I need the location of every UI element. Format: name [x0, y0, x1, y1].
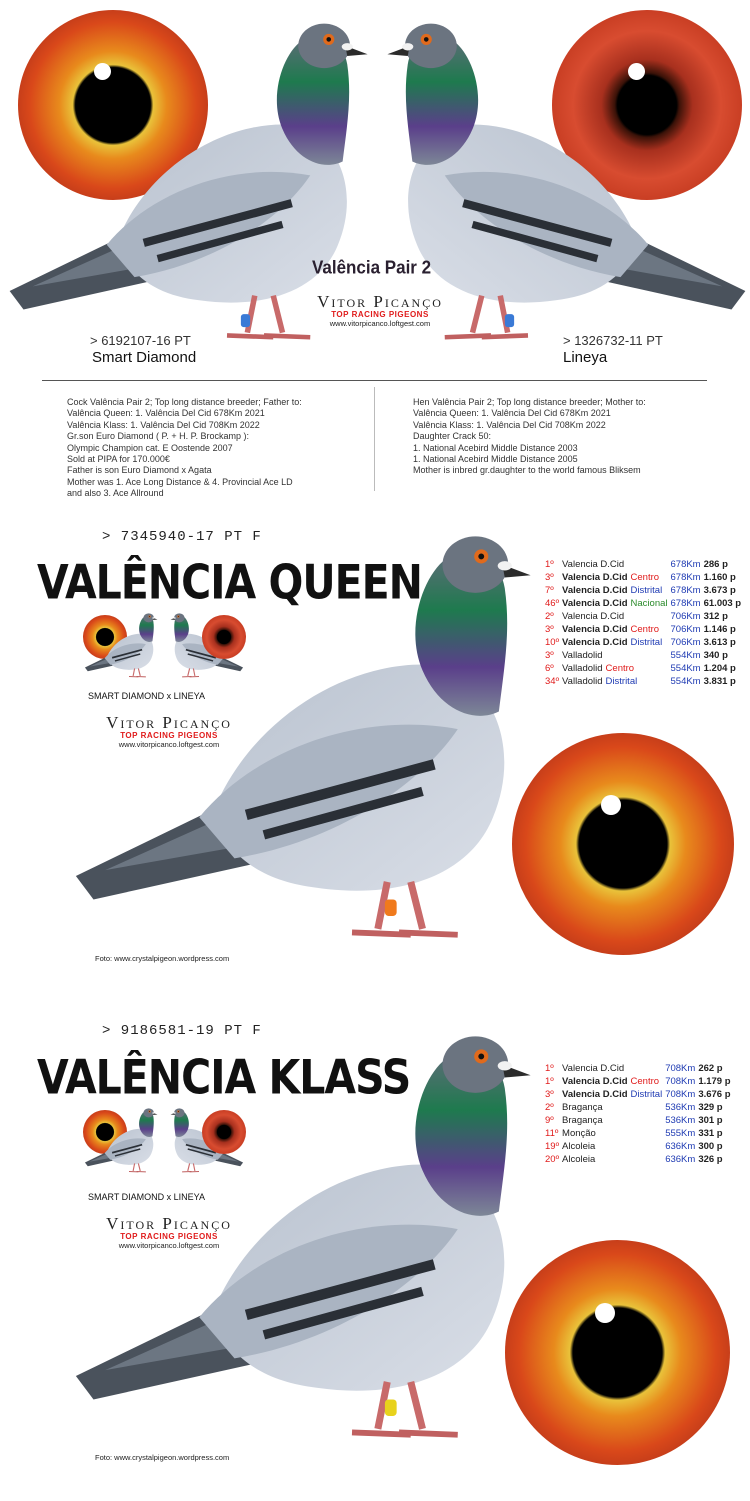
queen-results-table	[545, 558, 744, 688]
pair-section	[0, 0, 750, 500]
cock-name: Smart Diamond	[92, 349, 197, 366]
result-level: Distrital	[630, 1089, 663, 1100]
result-distance-cell	[665, 1088, 698, 1101]
result-row	[545, 1153, 734, 1166]
result-race: Bragança	[562, 1115, 603, 1126]
result-position: 2º	[545, 1102, 554, 1113]
cock-ring-number: > 6192107-16 PT	[90, 333, 191, 348]
result-race-cell	[562, 649, 670, 662]
result-row	[545, 571, 744, 584]
result-race: Alcoleia	[562, 1154, 596, 1165]
result-points: 3.613 p	[703, 637, 736, 648]
result-distance-cell	[665, 1140, 698, 1153]
logo-url: www.vitorpicanco.loftgest.com	[118, 1241, 220, 1250]
result-distance: 708Km	[665, 1089, 696, 1100]
cock-desc-line: Sold at PIPA for 170.000€	[67, 454, 170, 465]
result-distance-cell	[665, 1127, 698, 1140]
result-row	[545, 1127, 734, 1140]
result-distance: 555Km	[665, 1128, 696, 1139]
result-points-cell	[704, 649, 745, 662]
result-points-cell	[704, 597, 745, 610]
result-points: 1.146 p	[703, 624, 736, 635]
result-distance-cell	[671, 649, 704, 662]
result-points-cell	[698, 1153, 733, 1166]
result-distance: 554Km	[670, 676, 701, 687]
cock-desc-line: Gr.son Euro Diamond ( P. + H. P. Brockamp ):	[67, 431, 249, 442]
queen-pigeon-image	[70, 510, 540, 960]
klass-eye-image	[505, 1240, 730, 1465]
klass-title: VALÊNCIA KLASS	[37, 1050, 411, 1106]
hen-desc-line: Valência Queen: 1. Valência Del Cid 678Km 2021	[413, 408, 611, 419]
result-position: 46º	[545, 598, 560, 609]
result-position-cell	[545, 571, 562, 584]
result-row	[545, 1140, 734, 1153]
result-points-cell	[698, 1062, 733, 1075]
result-race: Valencia D.Cid	[562, 637, 628, 648]
result-points-cell	[704, 610, 745, 623]
result-position-cell	[545, 662, 562, 675]
hen-leg-band	[505, 314, 514, 327]
pair-logo	[295, 292, 465, 328]
result-points: 329 p	[698, 1102, 723, 1113]
column-divider	[374, 387, 375, 491]
klass-parents: SMART DIAMOND x LINEYA	[88, 1192, 206, 1202]
result-position: 1º	[545, 1076, 554, 1087]
result-points: 61.003 p	[703, 598, 742, 609]
result-race: Valladolid	[562, 650, 603, 661]
result-race-cell	[562, 610, 670, 623]
hen-desc-line: 1. National Acebird Middle Distance 2003	[413, 442, 578, 453]
result-level: Distrital	[630, 585, 663, 596]
result-race-cell	[562, 623, 670, 636]
result-position-cell	[545, 584, 562, 597]
result-level: Centro	[630, 572, 660, 583]
result-points-cell	[704, 623, 745, 636]
result-row	[545, 649, 744, 662]
result-position-cell	[545, 1140, 562, 1153]
result-points-cell	[698, 1114, 733, 1127]
queen-parents: SMART DIAMOND x LINEYA	[88, 691, 206, 701]
result-position-cell	[545, 1101, 562, 1114]
result-row	[545, 675, 744, 688]
result-race-cell	[562, 558, 670, 571]
result-race-cell	[562, 1127, 665, 1140]
logo-name: Vitor Picanço	[317, 292, 443, 311]
result-row	[545, 584, 744, 597]
logo-tagline: TOP RACING PIGEONS	[120, 731, 218, 740]
result-distance: 708Km	[665, 1076, 696, 1087]
result-position-cell	[545, 636, 562, 649]
result-position-cell	[545, 597, 562, 610]
result-position: 19º	[545, 1141, 560, 1152]
logo-tagline: TOP RACING PIGEONS	[120, 1232, 218, 1241]
result-distance: 536Km	[665, 1115, 696, 1126]
result-race: Valencia D.Cid	[562, 572, 628, 583]
result-position: 3º	[545, 624, 554, 635]
result-race-cell	[562, 1153, 665, 1166]
queen-leg-band	[385, 900, 397, 916]
result-race: Valencia D.Cid	[562, 624, 628, 635]
result-level: Distrital	[630, 637, 663, 648]
queen-section	[0, 505, 750, 985]
result-points: 286 p	[703, 559, 728, 570]
result-points-cell	[698, 1101, 733, 1114]
result-position-cell	[545, 1075, 562, 1088]
result-distance: 706Km	[670, 637, 701, 648]
result-distance-cell	[671, 675, 704, 688]
klass-leg-band	[385, 1400, 397, 1416]
result-points: 340 p	[703, 650, 728, 661]
result-race-cell	[562, 1140, 665, 1153]
hen-ring-number: > 1326732-11 PT	[563, 333, 663, 348]
result-distance-cell	[665, 1114, 698, 1127]
result-row	[545, 610, 744, 623]
result-distance-cell	[671, 610, 704, 623]
result-position-cell	[545, 610, 562, 623]
result-race-cell	[562, 1088, 665, 1101]
result-race: Valencia D.Cid	[562, 611, 625, 622]
result-level: Centro	[630, 1076, 660, 1087]
result-row	[545, 662, 744, 675]
result-position: 1º	[545, 1063, 554, 1074]
result-distance-cell	[671, 597, 704, 610]
result-distance: 554Km	[670, 650, 701, 661]
result-distance-cell	[671, 623, 704, 636]
result-points-cell	[704, 675, 745, 688]
result-position: 11º	[545, 1128, 559, 1139]
pair-title: Valência Pair 2	[312, 257, 432, 278]
result-row	[545, 1075, 734, 1088]
result-position: 3º	[545, 1089, 554, 1100]
result-points-cell	[704, 662, 745, 675]
result-points: 1.160 p	[703, 572, 736, 583]
result-race-cell	[562, 1114, 665, 1127]
result-position-cell	[545, 675, 562, 688]
result-race: Valencia D.Cid	[562, 1063, 625, 1074]
result-position-cell	[545, 1114, 562, 1127]
result-race-cell	[562, 675, 670, 688]
result-points-cell	[698, 1140, 733, 1153]
result-row	[545, 623, 744, 636]
result-position-cell	[545, 1127, 562, 1140]
logo-name: Vitor Picanço	[106, 1214, 232, 1233]
result-distance-cell	[665, 1062, 698, 1075]
result-race: Valencia D.Cid	[562, 585, 628, 596]
result-race-cell	[562, 1075, 665, 1088]
cock-desc-line: and also 3. Ace Allround	[67, 488, 164, 499]
result-points: 300 p	[698, 1141, 723, 1152]
result-points: 3.673 p	[703, 585, 736, 596]
klass-section	[0, 1000, 750, 1500]
result-position: 3º	[545, 650, 554, 661]
hen-description	[413, 397, 713, 477]
logo-name: Vitor Picanço	[106, 713, 232, 732]
klass-pigeon-image	[70, 1010, 540, 1460]
result-distance: 678Km	[670, 598, 701, 609]
result-position-cell	[545, 649, 562, 662]
result-distance-cell	[671, 584, 704, 597]
result-distance: 678Km	[670, 585, 701, 596]
logo-url: www.vitorpicanco.loftgest.com	[329, 319, 431, 328]
result-position: 20º	[545, 1154, 560, 1165]
result-race: Valencia D.Cid	[562, 1076, 628, 1087]
klass-ring-number: > 9186581-19 PT F	[102, 1023, 262, 1039]
hen-desc-line: Hen Valência Pair 2; Top long distance breeder; Mother to:	[413, 397, 646, 407]
result-row	[545, 1088, 734, 1101]
result-points-cell	[704, 584, 745, 597]
result-race: Valladolid	[562, 663, 603, 674]
result-distance-cell	[671, 571, 704, 584]
result-row	[545, 1062, 734, 1075]
result-position-cell	[545, 1153, 562, 1166]
result-level: Distrital	[605, 676, 638, 687]
result-points: 312 p	[703, 611, 728, 622]
result-points: 301 p	[698, 1115, 723, 1126]
result-position-cell	[545, 1088, 562, 1101]
result-position: 9º	[545, 1115, 554, 1126]
result-distance: 636Km	[665, 1141, 696, 1152]
result-row	[545, 1114, 734, 1127]
result-race: Valencia D.Cid	[562, 559, 625, 570]
result-points-cell	[704, 636, 745, 649]
result-position: 10º	[545, 637, 560, 648]
cock-leg-band	[241, 314, 250, 327]
result-points-cell	[698, 1088, 733, 1101]
result-points: 262 p	[698, 1063, 723, 1074]
result-points: 326 p	[698, 1154, 723, 1165]
result-distance-cell	[671, 662, 704, 675]
result-points-cell	[704, 571, 745, 584]
result-row	[545, 636, 744, 649]
result-points: 1.179 p	[698, 1076, 731, 1087]
result-race-cell	[562, 597, 670, 610]
result-distance-cell	[665, 1075, 698, 1088]
result-race: Monção	[562, 1128, 596, 1139]
result-position-cell	[545, 623, 562, 636]
result-distance-cell	[665, 1153, 698, 1166]
result-race-cell	[562, 636, 670, 649]
result-race: Bragança	[562, 1102, 603, 1113]
cock-desc-line: Father is son Euro Diamond x Agata	[67, 465, 212, 476]
result-points-cell	[704, 558, 745, 571]
result-race-cell	[562, 584, 670, 597]
result-distance: 706Km	[670, 611, 701, 622]
hen-desc-line: Valência Klass: 1. Valência Del Cid 708Km 2022	[413, 419, 606, 430]
result-race-cell	[562, 1101, 665, 1114]
result-race: Alcoleia	[562, 1141, 596, 1152]
result-distance: 678Km	[670, 572, 701, 583]
result-distance-cell	[665, 1101, 698, 1114]
queen-eye-image	[512, 733, 734, 955]
result-distance: 554Km	[670, 663, 701, 674]
result-distance: 636Km	[665, 1154, 696, 1165]
result-position: 7º	[545, 585, 554, 596]
cock-desc-line: Valência Queen: 1. Valência Del Cid 678Km 2021	[67, 408, 265, 419]
result-race: Valencia D.Cid	[562, 598, 628, 609]
result-distance-cell	[671, 558, 704, 571]
result-distance: 706Km	[670, 624, 701, 635]
cock-desc-line: Valência Klass: 1. Valência Del Cid 708Km 2022	[67, 419, 260, 430]
result-points: 1.204 p	[703, 663, 736, 674]
result-distance-cell	[671, 636, 704, 649]
result-row	[545, 597, 744, 610]
hen-desc-line: Mother is inbred gr.daughter to the world famous Bliksem	[413, 465, 641, 476]
result-points-cell	[698, 1075, 733, 1088]
result-distance: 708Km	[665, 1063, 696, 1074]
result-row	[545, 558, 744, 571]
result-position: 2º	[545, 611, 554, 622]
result-distance: 678Km	[670, 559, 701, 570]
result-level: Nacional	[630, 598, 668, 609]
logo-url: www.vitorpicanco.loftgest.com	[118, 740, 220, 749]
result-position-cell	[545, 1062, 562, 1075]
klass-photo-credit: Foto: www.crystalpigeon.wordpress.com	[95, 1453, 230, 1462]
queen-ring-number: > 7345940-17 PT F	[102, 529, 262, 545]
logo-tagline: TOP RACING PIGEONS	[331, 310, 429, 319]
result-row	[545, 1101, 734, 1114]
cock-desc-line: Olympic Champion cat. E Oostende 2007	[67, 442, 233, 453]
cock-desc-line: Mother was 1. Ace Long Distance & 4. Provincial Ace LD	[67, 476, 293, 487]
result-position-cell	[545, 558, 562, 571]
result-race: Valencia D.Cid	[562, 1089, 628, 1100]
result-position: 3º	[545, 572, 554, 583]
result-race-cell	[562, 571, 670, 584]
result-points: 331 p	[698, 1128, 723, 1139]
cock-desc-line: Cock Valência Pair 2; Top long distance breeder; Father to:	[67, 397, 302, 407]
result-distance: 536Km	[665, 1102, 696, 1113]
result-race-cell	[562, 1062, 665, 1075]
result-race-cell	[562, 662, 670, 675]
result-points: 3.831 p	[703, 676, 736, 687]
queen-title: VALÊNCIA QUEEN	[37, 555, 422, 611]
hen-name: Lineya	[563, 349, 608, 366]
klass-results-table	[545, 1062, 734, 1166]
result-position: 34º	[545, 676, 560, 687]
result-position: 1º	[545, 559, 554, 570]
result-race: Valladolid	[562, 676, 603, 687]
queen-photo-credit: Foto: www.crystalpigeon.wordpress.com	[95, 954, 230, 963]
section-divider	[42, 380, 707, 381]
hen-desc-line: 1. National Acebird Middle Distance 2005	[413, 454, 578, 465]
result-points-cell	[698, 1127, 733, 1140]
result-points: 3.676 p	[698, 1089, 731, 1100]
hen-desc-line: Daughter Crack 50:	[413, 431, 492, 442]
result-level: Centro	[605, 663, 635, 674]
result-level: Centro	[630, 624, 660, 635]
cock-description	[67, 397, 367, 500]
result-position: 6º	[545, 663, 554, 674]
